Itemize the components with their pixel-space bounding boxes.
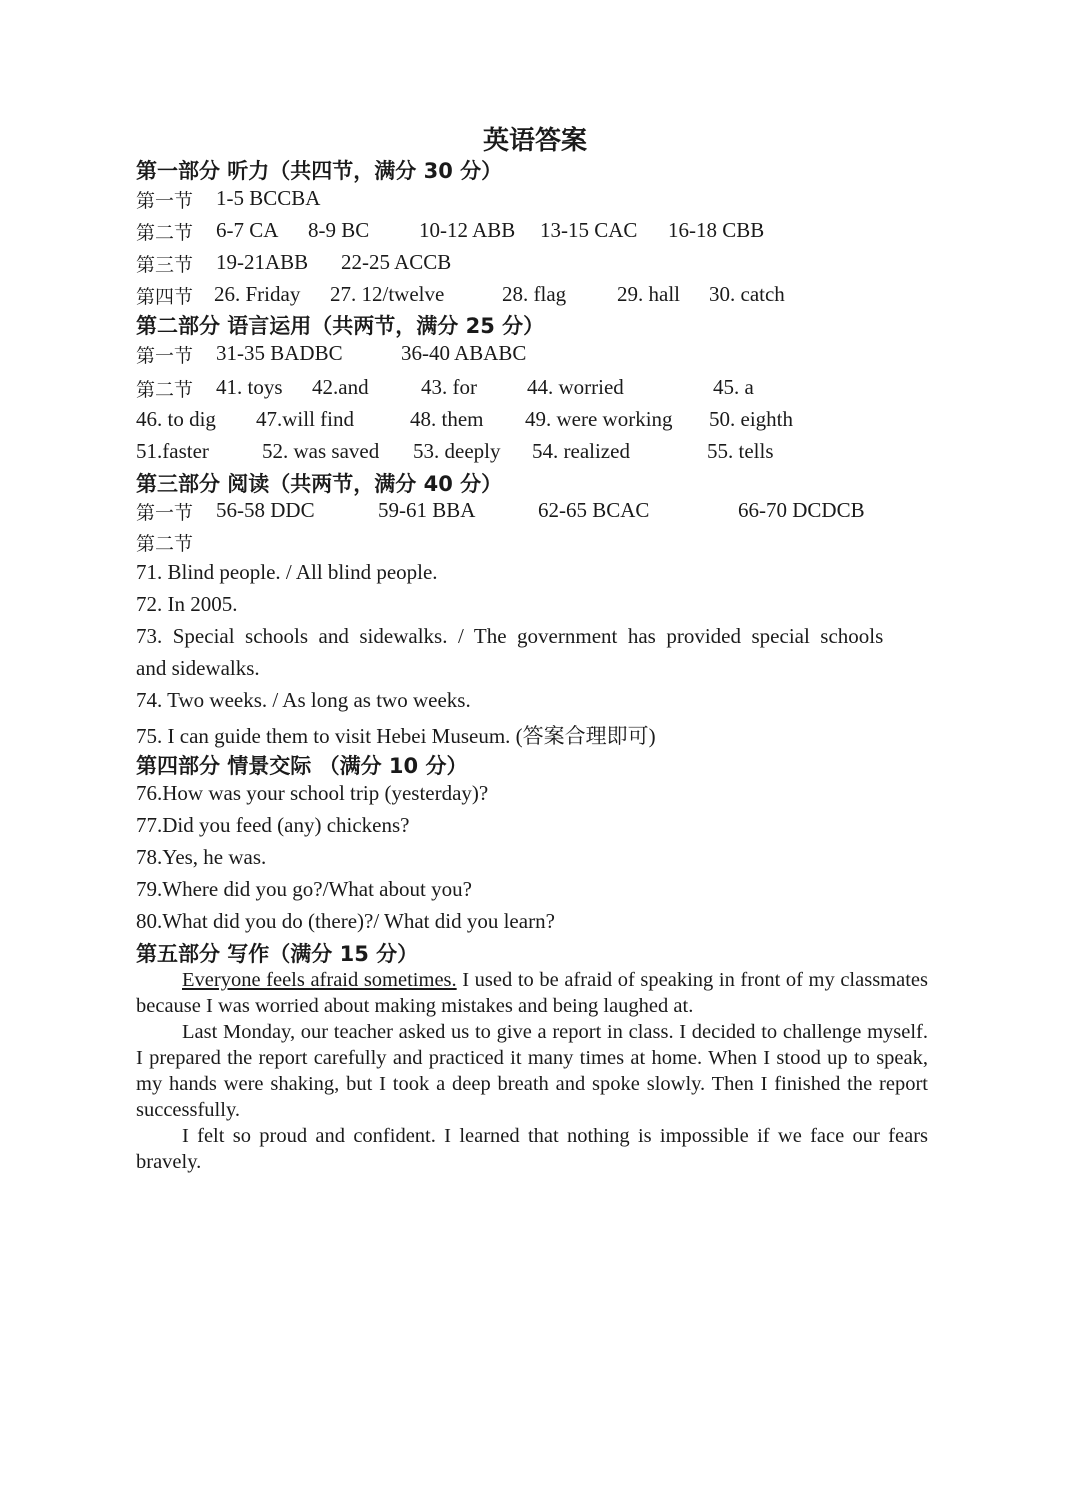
answer: 56-58 DDC <box>216 498 315 522</box>
answer-77: 77.Did you feed (any) chickens? <box>136 813 410 837</box>
answer: 44. worried <box>527 375 624 399</box>
answer: 49. were working <box>525 407 673 431</box>
section-label: 第一节 <box>136 502 194 524</box>
answer-74: 74. Two weeks. / As long as two weeks. <box>136 688 471 712</box>
answer: 19-21ABB <box>216 250 309 274</box>
answer-75: 75. I can guide them to visit Hebei Museum. (答案合理即可) <box>136 724 656 748</box>
part1-heading: 第一部分 听力（共四节，满分 30 分） <box>136 159 503 183</box>
answer: 47.will find <box>256 407 354 431</box>
essay-topic-sentence: Everyone feels afraid sometimes. <box>182 969 457 991</box>
answer: 62-65 BCAC <box>538 498 650 522</box>
answer: 36-40 ABABC <box>401 341 527 365</box>
answer: 54. realized <box>532 439 630 463</box>
answer: 10-12 ABB <box>419 218 516 242</box>
answer: 27. 12/twelve <box>330 282 445 306</box>
essay-paragraph-3: I felt so proud and confident. I learned that nothing is impossible if we face our fears bravely. <box>136 1125 928 1173</box>
answer: 50. eighth <box>709 407 793 431</box>
answer: 28. flag <box>502 282 567 306</box>
answer-73-line1: 73. Special schools and sidewalks. / The government has provided special schools <box>136 624 884 648</box>
answer-78: 78.Yes, he was. <box>136 845 267 869</box>
section-label: 第二节 <box>136 222 194 244</box>
answer: 52. was saved <box>262 439 380 463</box>
answer: 1-5 BCCBA <box>216 186 321 210</box>
answer-79: 79.Where did you go?/What about you? <box>136 877 472 901</box>
essay-paragraph-2: Last Monday, our teacher asked us to give a report in class. I decided to challenge myself. I prepared the report carefully and practiced it many times at home. When I stood up to speak, my hands were shaking, but I took a deep breath and spoke slowly. Then I finished the report successfully. <box>136 1021 928 1121</box>
answer: 6-7 CA <box>216 218 279 242</box>
section-label: 第三节 <box>136 254 194 276</box>
answer: 51.faster <box>136 439 209 463</box>
essay-paragraph-1 <box>136 967 928 1019</box>
answer: 31-35 BADBC <box>216 341 343 365</box>
answer: 26. Friday <box>214 282 301 306</box>
answer: 48. them <box>410 407 484 431</box>
answer: 55. tells <box>707 439 774 463</box>
answer: 46. to dig <box>136 407 216 431</box>
answer: 41. toys <box>216 375 283 399</box>
answer: 13-15 CAC <box>540 218 638 242</box>
answer: 43. for <box>421 375 477 399</box>
answer: 8-9 BC <box>308 218 370 242</box>
section-label: 第一节 <box>136 190 194 212</box>
page-title: 英语答案 <box>482 126 587 156</box>
answer-71: 71. Blind people. / All blind people. <box>136 560 438 584</box>
section-label: 第二节 <box>136 533 194 555</box>
answer: 16-18 CBB <box>668 218 765 242</box>
part4-heading: 第四部分 情景交际 （满分 10 分） <box>136 754 468 778</box>
answer-76: 76.How was your school trip (yesterday)? <box>136 781 489 805</box>
answer-72: 72. In 2005. <box>136 592 238 616</box>
section-label: 第一节 <box>136 345 194 367</box>
answer: 53. deeply <box>413 439 501 463</box>
part5-heading: 第五部分 写作（满分 15 分） <box>136 942 419 966</box>
section-label: 第二节 <box>136 379 194 401</box>
part3-heading: 第三部分 阅读（共两节，满分 40 分） <box>136 472 503 496</box>
answer: 30. catch <box>709 282 785 306</box>
answer-80: 80.What did you do (there)?/ What did you learn? <box>136 909 555 933</box>
answer: 29. hall <box>617 282 680 306</box>
essay-paragraph-1-text: I used to be afraid of speaking in front of my classmates because I was worried about making mistakes and being laughed at. <box>136 969 928 1017</box>
answer: 59-61 BBA <box>378 498 476 522</box>
part2-heading: 第二部分 语言运用（共两节，满分 25 分） <box>136 314 545 338</box>
answer-73-line2: and sidewalks. <box>136 656 260 680</box>
answer: 66-70 DCDCB <box>738 498 865 522</box>
answer: 42.and <box>312 375 369 399</box>
answer: 22-25 ACCB <box>341 250 452 274</box>
answer: 45. a <box>713 375 754 399</box>
section-label: 第四节 <box>136 286 194 308</box>
